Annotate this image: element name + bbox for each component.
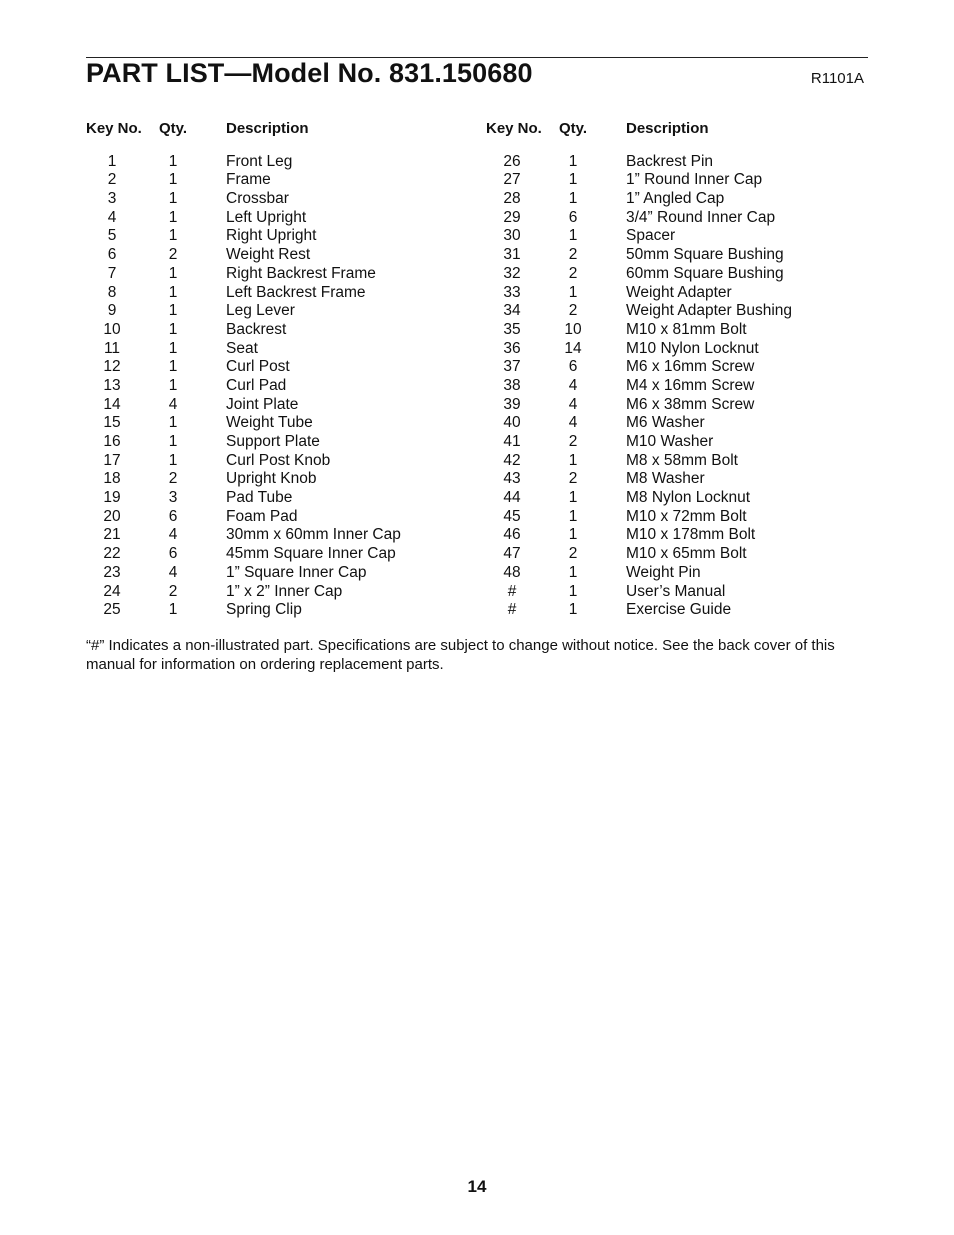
key-no-cell: 11 — [103, 339, 121, 357]
description-cell: 1” Round Inner Cap — [626, 171, 763, 189]
key-no-cell: 41 — [503, 433, 521, 450]
table-row — [486, 564, 866, 583]
description-cell: M8 Nylon Locknut — [626, 489, 751, 507]
qty-cell: 1 — [168, 414, 178, 432]
table-row — [86, 302, 466, 321]
table-row — [486, 452, 866, 471]
key-no-cell: 3 — [107, 190, 117, 208]
description-cell: Spacer — [626, 227, 676, 245]
key-no-cell: 34 — [503, 302, 521, 320]
table-row — [86, 470, 466, 489]
qty-header: Qty. — [559, 120, 588, 137]
description-cell: M10 Nylon Locknut — [626, 339, 759, 357]
table-row — [86, 508, 466, 527]
key-no-cell: 7 — [107, 264, 117, 282]
qty-cell: 1 — [168, 339, 178, 357]
qty-cell: 4 — [568, 376, 578, 394]
description-cell: Curl Pad — [226, 376, 287, 394]
page-number: 14 — [467, 1177, 487, 1196]
key-no-cell: 6 — [107, 246, 117, 264]
qty-cell: 1 — [168, 208, 178, 226]
description-cell: M6 x 38mm Screw — [626, 395, 755, 413]
qty-cell: 2 — [168, 582, 178, 600]
key-no-cell: 44 — [503, 489, 521, 507]
qty-cell: 6 — [568, 208, 578, 226]
table-row — [486, 583, 866, 602]
table-row — [486, 377, 866, 396]
description-cell: Seat — [226, 339, 258, 357]
table-row — [86, 601, 466, 620]
description-cell: Joint Plate — [226, 395, 299, 413]
table-row — [86, 564, 466, 583]
table-row — [86, 321, 466, 340]
key-no-cell: 43 — [503, 470, 521, 488]
key-no-cell: 33 — [503, 283, 521, 301]
key-no-cell: 16 — [103, 433, 121, 450]
qty-cell: 1 — [568, 227, 578, 245]
table-row — [486, 321, 866, 340]
key-no-cell: 42 — [503, 451, 521, 469]
qty-cell: 14 — [564, 339, 582, 357]
description-cell: Right Upright — [226, 227, 317, 245]
qty-cell: 2 — [168, 470, 178, 488]
qty-cell: 1 — [568, 601, 578, 619]
qty-cell: 10 — [564, 320, 582, 338]
description-cell: M10 Washer — [626, 433, 714, 450]
key-no-cell: 38 — [503, 376, 521, 394]
table-row — [486, 433, 866, 452]
table-body — [486, 153, 866, 620]
qty-cell: 4 — [168, 563, 178, 581]
description-cell: 60mm Square Bushing — [626, 264, 784, 282]
table-row — [486, 396, 866, 415]
key-no-cell: # — [507, 582, 517, 600]
qty-cell: 1 — [568, 526, 578, 544]
description-cell: Backrest — [226, 320, 287, 338]
table-row — [486, 171, 866, 190]
qty-cell: 1 — [168, 358, 178, 376]
key-no-cell: 28 — [503, 190, 521, 208]
qty-cell: 3 — [168, 489, 178, 507]
description-cell: M10 x 65mm Bolt — [626, 545, 747, 563]
qty-cell: 1 — [168, 152, 178, 170]
table-row — [486, 209, 866, 228]
key-no-cell: 30 — [503, 227, 521, 245]
table-row — [86, 265, 466, 284]
qty-cell: 1 — [568, 451, 578, 469]
key-no-cell: 39 — [503, 395, 521, 413]
table-row — [86, 284, 466, 303]
qty-cell: 1 — [168, 320, 178, 338]
table-row — [486, 601, 866, 620]
table-row — [86, 246, 466, 265]
qty-cell: 1 — [568, 171, 578, 189]
qty-cell: 2 — [568, 470, 578, 488]
footnote: “#” Indicates a non-illustrated part. Specifications are subject to change without notice. See the back cover of this manual for information on ordering replacement parts. — [86, 637, 835, 673]
table-row — [486, 227, 866, 246]
key-no-cell: 21 — [103, 526, 121, 544]
table-header — [86, 120, 466, 139]
qty-cell: 6 — [168, 507, 178, 525]
qty-cell: 4 — [168, 395, 178, 413]
table-row — [86, 583, 466, 602]
key-no-cell: 45 — [503, 507, 521, 525]
qty-cell: 1 — [168, 264, 178, 282]
description-cell: 1” x 2” Inner Cap — [226, 582, 343, 600]
description-cell: Leg Lever — [226, 302, 295, 320]
table-row — [86, 545, 466, 564]
description-cell: Curl Post Knob — [226, 451, 331, 469]
description-cell: Frame — [226, 171, 271, 189]
table-row — [486, 153, 866, 172]
qty-cell: 1 — [168, 601, 178, 619]
parts-table-left — [86, 120, 466, 620]
description-cell: Weight Pin — [626, 563, 701, 581]
key-no-cell: 27 — [503, 171, 521, 189]
description-cell: Pad Tube — [226, 489, 293, 507]
key-no-header: Key No. — [86, 120, 142, 137]
qty-cell: 2 — [568, 433, 578, 450]
qty-cell: 1 — [568, 582, 578, 600]
table-row — [86, 171, 466, 190]
description-cell: Weight Adapter Bushing — [626, 302, 793, 320]
description-header: Description — [626, 120, 709, 137]
table-row — [86, 358, 466, 377]
description-cell: M6 x 16mm Screw — [626, 358, 755, 376]
qty-cell: 4 — [568, 395, 578, 413]
table-row — [86, 452, 466, 471]
qty-cell: 2 — [568, 302, 578, 320]
key-no-cell: 24 — [103, 582, 121, 600]
description-cell: M10 x 178mm Bolt — [626, 526, 756, 544]
table-row — [486, 508, 866, 527]
description-cell: M6 Washer — [626, 414, 705, 432]
table-row — [486, 470, 866, 489]
table-row — [86, 190, 466, 209]
description-cell: Spring Clip — [226, 601, 302, 619]
key-no-cell: 14 — [103, 395, 121, 413]
key-no-cell: 1 — [107, 152, 117, 170]
page-title: PART LIST—Model No. 831.150680 — [86, 58, 533, 88]
description-cell: M8 Washer — [626, 470, 705, 488]
qty-cell: 1 — [168, 283, 178, 301]
description-cell: 1” Square Inner Cap — [226, 563, 367, 581]
description-cell: User’s Manual — [626, 582, 726, 600]
parts-table-right — [486, 120, 866, 620]
table-row — [86, 227, 466, 246]
description-cell: Left Upright — [226, 208, 307, 226]
description-cell: Left Backrest Frame — [226, 283, 366, 301]
description-cell: Right Backrest Frame — [226, 264, 376, 282]
key-no-cell: 36 — [503, 339, 521, 357]
key-no-cell: 26 — [503, 152, 521, 170]
key-no-cell: 18 — [103, 470, 121, 488]
key-no-cell: 9 — [107, 302, 117, 320]
qty-cell: 1 — [568, 489, 578, 507]
qty-cell: 2 — [568, 545, 578, 563]
table-row — [486, 190, 866, 209]
table-row — [86, 433, 466, 452]
table-row — [486, 265, 866, 284]
qty-cell: 2 — [168, 246, 178, 264]
description-cell: Curl Post — [226, 358, 290, 376]
qty-cell: 1 — [168, 433, 178, 450]
table-body — [86, 153, 466, 620]
table-row — [486, 414, 866, 433]
description-cell: M10 x 72mm Bolt — [626, 507, 747, 525]
qty-cell: 1 — [568, 190, 578, 208]
key-no-cell: 13 — [103, 376, 121, 394]
description-cell: 45mm Square Inner Cap — [226, 545, 396, 563]
description-cell: 50mm Square Bushing — [626, 246, 784, 264]
description-cell: Support Plate — [226, 433, 320, 450]
table-row — [486, 526, 866, 545]
description-cell: 30mm x 60mm Inner Cap — [226, 526, 401, 544]
qty-cell: 1 — [168, 451, 178, 469]
description-cell: Foam Pad — [226, 507, 298, 525]
key-no-cell: 23 — [103, 563, 121, 581]
table-row — [486, 489, 866, 508]
description-cell: Upright Knob — [226, 470, 317, 488]
qty-cell: 6 — [168, 545, 178, 563]
qty-cell: 1 — [568, 507, 578, 525]
key-no-cell: 31 — [503, 246, 521, 264]
table-row — [486, 284, 866, 303]
table-row — [86, 489, 466, 508]
table-row — [86, 209, 466, 228]
description-cell: M10 x 81mm Bolt — [626, 320, 747, 338]
description-cell: Crossbar — [226, 190, 289, 208]
key-no-cell: 5 — [107, 227, 117, 245]
qty-cell: 4 — [568, 414, 578, 432]
key-no-cell: 32 — [503, 264, 521, 282]
qty-cell: 1 — [168, 171, 178, 189]
description-cell: Weight Adapter — [626, 283, 732, 301]
key-no-cell: 19 — [103, 489, 121, 507]
qty-cell: 2 — [568, 246, 578, 264]
key-no-cell: 46 — [503, 526, 521, 544]
table-row — [86, 377, 466, 396]
table-row — [86, 153, 466, 172]
table-row — [86, 414, 466, 433]
key-no-cell: 20 — [103, 507, 121, 525]
key-no-cell: 2 — [107, 171, 117, 189]
key-no-cell: 40 — [503, 414, 521, 432]
table-row — [486, 302, 866, 321]
description-cell: Weight Rest — [226, 246, 311, 264]
description-cell: Weight Tube — [226, 414, 313, 432]
qty-cell: 6 — [568, 358, 578, 376]
key-no-cell: 12 — [103, 358, 121, 376]
description-header: Description — [226, 120, 309, 137]
table-row — [486, 358, 866, 377]
description-cell: Exercise Guide — [626, 601, 732, 619]
table-row — [86, 396, 466, 415]
description-cell: M8 x 58mm Bolt — [626, 451, 738, 469]
qty-cell: 1 — [568, 283, 578, 301]
table-row — [86, 340, 466, 359]
qty-cell: 1 — [168, 302, 178, 320]
qty-cell: 1 — [568, 563, 578, 581]
qty-cell: 1 — [168, 376, 178, 394]
table-row — [486, 340, 866, 359]
table-row — [86, 526, 466, 545]
description-cell: 3/4” Round Inner Cap — [626, 208, 776, 226]
key-no-cell: 8 — [107, 283, 117, 301]
key-no-header: Key No. — [486, 120, 542, 137]
qty-cell: 1 — [168, 190, 178, 208]
key-no-cell: 22 — [103, 545, 121, 563]
key-no-cell: 29 — [503, 208, 521, 226]
table-row — [486, 545, 866, 564]
qty-header: Qty. — [159, 120, 188, 137]
document-code: R1101A — [810, 70, 864, 87]
key-no-cell: # — [507, 601, 517, 619]
key-no-cell: 17 — [103, 451, 121, 469]
description-cell: M4 x 16mm Screw — [626, 376, 755, 394]
key-no-cell: 15 — [103, 414, 121, 432]
key-no-cell: 25 — [103, 601, 121, 619]
key-no-cell: 10 — [103, 320, 121, 338]
qty-cell: 4 — [168, 526, 178, 544]
description-cell: Front Leg — [226, 152, 293, 170]
qty-cell: 1 — [568, 152, 578, 170]
table-row — [486, 246, 866, 265]
description-cell: 1” Angled Cap — [626, 190, 725, 208]
key-no-cell: 4 — [107, 208, 117, 226]
key-no-cell: 37 — [503, 358, 521, 376]
key-no-cell: 35 — [503, 320, 521, 338]
qty-cell: 1 — [168, 227, 178, 245]
table-header — [486, 120, 866, 139]
description-cell: Backrest Pin — [626, 152, 714, 170]
qty-cell: 2 — [568, 264, 578, 282]
key-no-cell: 47 — [503, 545, 521, 563]
key-no-cell: 48 — [503, 563, 521, 581]
